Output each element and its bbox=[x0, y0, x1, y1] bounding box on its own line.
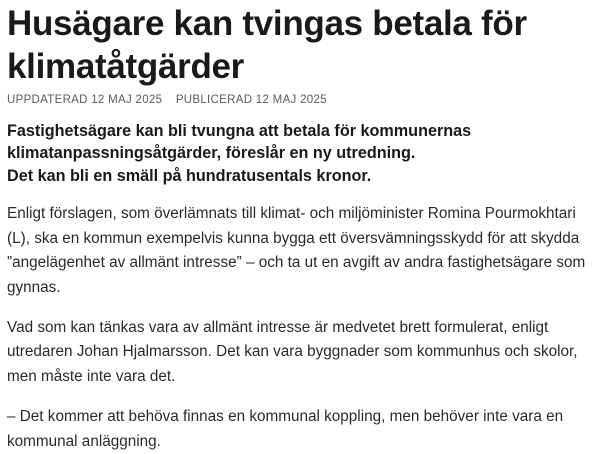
published-date: PUBLICERAD 12 MAJ 2025 bbox=[175, 94, 327, 106]
article bbox=[7, 0, 593, 454]
updated-date: UPPDATERAD 12 MAJ 2025 bbox=[7, 94, 163, 106]
body-paragraph: – Det kommer att behöva finnas en kommunal koppling, men behöver inte vara en kommunal anläggning. bbox=[7, 407, 564, 450]
article-headline: Husägare kan tvingas betala för klimatåtgärder bbox=[7, 4, 527, 86]
body-paragraph: Enligt förslagen, som överlämnats till klimat- och miljöminister Romina Pourmokhtari (L), ska en kommun exempelvis kunna bygga ett översvämningsskydd för att skydda ”angelägenhet av allmänt intresse” – och ta ut en avgift av andra fastighetsägare som gynnas. bbox=[7, 204, 586, 296]
lead-line: Fastighetsägare kan bli tvungna att betala för kommunernas bbox=[7, 122, 472, 140]
article-dates bbox=[7, 93, 593, 107]
lead-line: Det kan bli en smäll på hundratusentals kronor. bbox=[7, 166, 372, 185]
body-paragraph: Vad som kan tänkas vara av allmänt intresse är medvetet brett formulerat, enligt utredaren Johan Hjalmarsson. Det kan vara byggnader som kommunhus och skolor, men måste inte vara det. bbox=[7, 318, 578, 386]
lead-line: klimatanpassningsåtgärder, föreslår en ny utredning. bbox=[7, 144, 416, 163]
article-lead bbox=[7, 120, 593, 187]
